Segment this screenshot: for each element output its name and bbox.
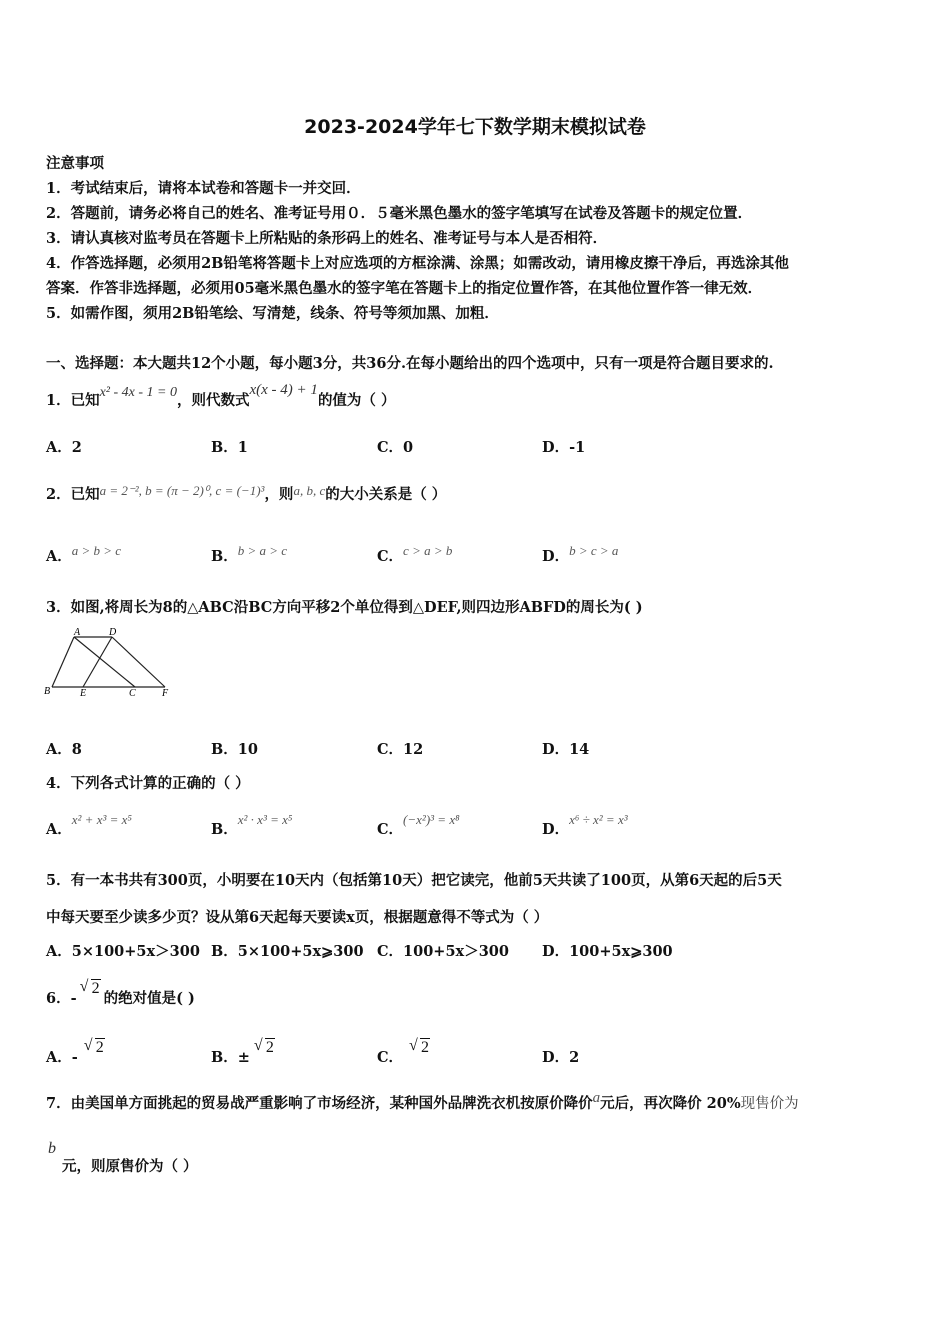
q4-option-c[interactable] bbox=[377, 812, 460, 839]
q2-option-c-label: C． bbox=[377, 548, 404, 565]
q2-suffix: 的大小关系是（ ） bbox=[325, 486, 447, 503]
q1-mid: ，则代数式 bbox=[177, 392, 250, 409]
q6-option-b[interactable] bbox=[211, 1037, 275, 1067]
notice-item: 3．请认真核对监考员在答题卡上所粘贴的条形码上的姓名、准考证号与本人是否相符． bbox=[46, 230, 608, 247]
question-4: 4．下列各式计算的正确的（ ） bbox=[46, 775, 250, 792]
figure-label-b: B bbox=[44, 686, 51, 697]
q6-option-c-radicand: 2 bbox=[421, 1039, 430, 1056]
q4-option-a-expr: x² + x³ = x⁵ bbox=[71, 812, 132, 827]
q6-option-d[interactable]: D．2 bbox=[542, 1049, 580, 1066]
q2-option-b-expr: b > a > c bbox=[237, 543, 288, 558]
q6-option-c[interactable] bbox=[377, 1037, 430, 1067]
q2-prefix: 2．已知 bbox=[46, 486, 100, 503]
q6-option-a-sqrt: √ 2 bbox=[83, 1037, 104, 1056]
figure-label-e: E bbox=[80, 688, 87, 699]
q1-option-a[interactable]: A．2 bbox=[46, 439, 82, 456]
q6-option-a-label: A．- bbox=[46, 1049, 78, 1066]
q6-option-b-sqrt: √ 2 bbox=[253, 1037, 274, 1056]
q2-option-b-label: B． bbox=[211, 548, 238, 565]
q7-var-a: a bbox=[592, 1090, 601, 1106]
question-5-line-2: 中每天要至少读多少页？设从第6天起每天要读x页，根据题意得不等式为（ ） bbox=[46, 909, 549, 926]
q2-option-d-label: D． bbox=[542, 548, 570, 565]
q7-var-b: b bbox=[48, 1140, 56, 1157]
q5-option-b[interactable]: B．5×100+5x⩾300 bbox=[211, 943, 364, 960]
notice-heading: 注意事项 bbox=[46, 155, 104, 172]
q7-text-c: 现售价为 bbox=[740, 1096, 799, 1112]
q2-option-a-expr: a > b > c bbox=[71, 543, 122, 558]
q7-text-a: 7．由美国单方面挑起的贸易战严重影响了市场经济，某种国外品牌洗衣机按原价降价 bbox=[46, 1095, 593, 1112]
question-1 bbox=[46, 382, 396, 410]
q6-sqrt: √ 2 bbox=[79, 978, 100, 997]
figure-label-c: C bbox=[129, 688, 136, 699]
page-title: 2023-2024学年七下数学期末模拟试卷 bbox=[304, 116, 646, 138]
q2-option-c[interactable] bbox=[377, 545, 452, 566]
question-3: 3．如图,将周长为8的△ABC沿BC方向平移2个单位得到△DEF,则四边形ABFD的周长为( ) bbox=[46, 599, 643, 616]
q4-option-a-label: A． bbox=[46, 821, 72, 838]
q2-equation: a = 2⁻², b = (π − 2)⁰, c = (−1)³ bbox=[99, 483, 265, 498]
question-5-line-1: 5．有一本书共有300页，小明要在10天内（包括第10天）把它读完，他前5天共读了100页，从第6天起的后5天 bbox=[46, 872, 782, 889]
q1-equation: x² - 4x - 1 = 0 bbox=[99, 385, 177, 400]
q2-option-c-expr: c > a > b bbox=[403, 543, 453, 558]
q4-option-c-label: C． bbox=[377, 821, 404, 838]
q6-option-a-radicand: 2 bbox=[95, 1039, 104, 1056]
q2-option-a[interactable] bbox=[46, 545, 121, 566]
q6-option-b-label: B．± bbox=[211, 1049, 250, 1066]
q1-option-b[interactable]: B．1 bbox=[211, 439, 248, 456]
q2-option-d[interactable] bbox=[542, 545, 618, 566]
q1-prefix: 1．已知 bbox=[46, 392, 100, 409]
q4-option-d[interactable] bbox=[542, 812, 628, 839]
q5-option-a[interactable]: A．5×100+5x＞300 bbox=[46, 943, 200, 960]
q2-mid: ，则 bbox=[264, 486, 294, 503]
q6-suffix: 的绝对值是( ) bbox=[103, 990, 195, 1007]
q6-option-c-sqrt: √ 2 bbox=[409, 1037, 430, 1056]
q1-option-d[interactable]: D．-1 bbox=[542, 439, 586, 456]
q6-radicand: 2 bbox=[91, 980, 100, 997]
notice-item: 5．如需作图，须用2B铅笔绘、写清楚，线条、符号等须加黑、加粗． bbox=[46, 305, 499, 322]
q4-option-c-expr: (−x²)³ = x⁸ bbox=[403, 812, 460, 827]
figure-segment-ab bbox=[52, 637, 74, 687]
question-7-line-1 bbox=[46, 1092, 799, 1113]
question-6 bbox=[46, 978, 195, 1008]
q4-option-a[interactable] bbox=[46, 812, 132, 839]
figure-label-d: D bbox=[109, 627, 117, 638]
q6-option-a[interactable] bbox=[46, 1037, 105, 1067]
q3-option-d[interactable]: D．14 bbox=[542, 741, 590, 758]
q2-option-d-expr: b > c > a bbox=[569, 543, 619, 558]
question-2 bbox=[46, 483, 446, 504]
notice-item: 1．考试结束后，请将本试卷和答题卡一并交回． bbox=[46, 180, 361, 197]
q6-option-c-label: C． bbox=[377, 1049, 404, 1066]
q4-option-b[interactable] bbox=[211, 812, 293, 839]
figure-segment-df bbox=[112, 637, 165, 687]
q3-option-a[interactable]: A．8 bbox=[46, 741, 82, 758]
q4-option-d-label: D． bbox=[542, 821, 570, 838]
q4-option-b-label: B． bbox=[211, 821, 238, 838]
q6-option-b-radicand: 2 bbox=[265, 1039, 274, 1056]
q3-option-c[interactable]: C．12 bbox=[377, 741, 424, 758]
figure-label-a: A bbox=[74, 627, 81, 638]
q1-option-c[interactable]: C．0 bbox=[377, 439, 414, 456]
section-heading: 一、选择题：本大题共12个小题，每小题3分，共36分.在每小题给出的四个选项中，只有一项是符合题目要求的. bbox=[46, 355, 774, 372]
figure-segment-de bbox=[83, 637, 112, 687]
notice-item: 2．答题前，请务必将自己的姓名、准考证号用０．５毫米黑色墨水的签字笔填写在试卷及答题卡的规定位置． bbox=[46, 205, 753, 222]
figure-label-f: F bbox=[162, 688, 169, 699]
q3-figure bbox=[40, 622, 180, 702]
q1-suffix: 的值为（ ） bbox=[317, 392, 396, 409]
q4-option-d-expr: x⁶ ÷ x² = x³ bbox=[569, 812, 628, 827]
notice-item: 4．作答选择题，必须用2B铅笔将答题卡上对应选项的方框涂满、涂黑；如需改动，请用橡皮擦干净后，再选涂其他 bbox=[46, 255, 789, 272]
q3-option-b[interactable]: B．10 bbox=[211, 741, 258, 758]
notice-item: 答案．作答非选择题，必须用05毫米黑色墨水的签字笔在答题卡上的指定位置作答，在其他位置作答一律无效． bbox=[46, 280, 763, 297]
q2-option-b[interactable] bbox=[211, 545, 287, 566]
q5-option-c[interactable]: C．100+5x＞300 bbox=[377, 943, 509, 960]
q4-option-b-expr: x² · x³ = x⁵ bbox=[237, 812, 293, 827]
figure-segment-ac bbox=[74, 637, 135, 687]
q2-vars: a, b, c bbox=[293, 483, 326, 498]
question-7-line-2: 元，则原售价为（ ） bbox=[62, 1158, 198, 1175]
q2-option-a-label: A． bbox=[46, 548, 72, 565]
q1-expression: x(x - 4) + 1 bbox=[249, 382, 318, 398]
q5-option-d[interactable]: D．100+5x⩾300 bbox=[542, 943, 673, 960]
q7-text-b: 元后，再次降价 20% bbox=[600, 1095, 741, 1112]
q6-prefix: 6．- bbox=[46, 990, 77, 1007]
